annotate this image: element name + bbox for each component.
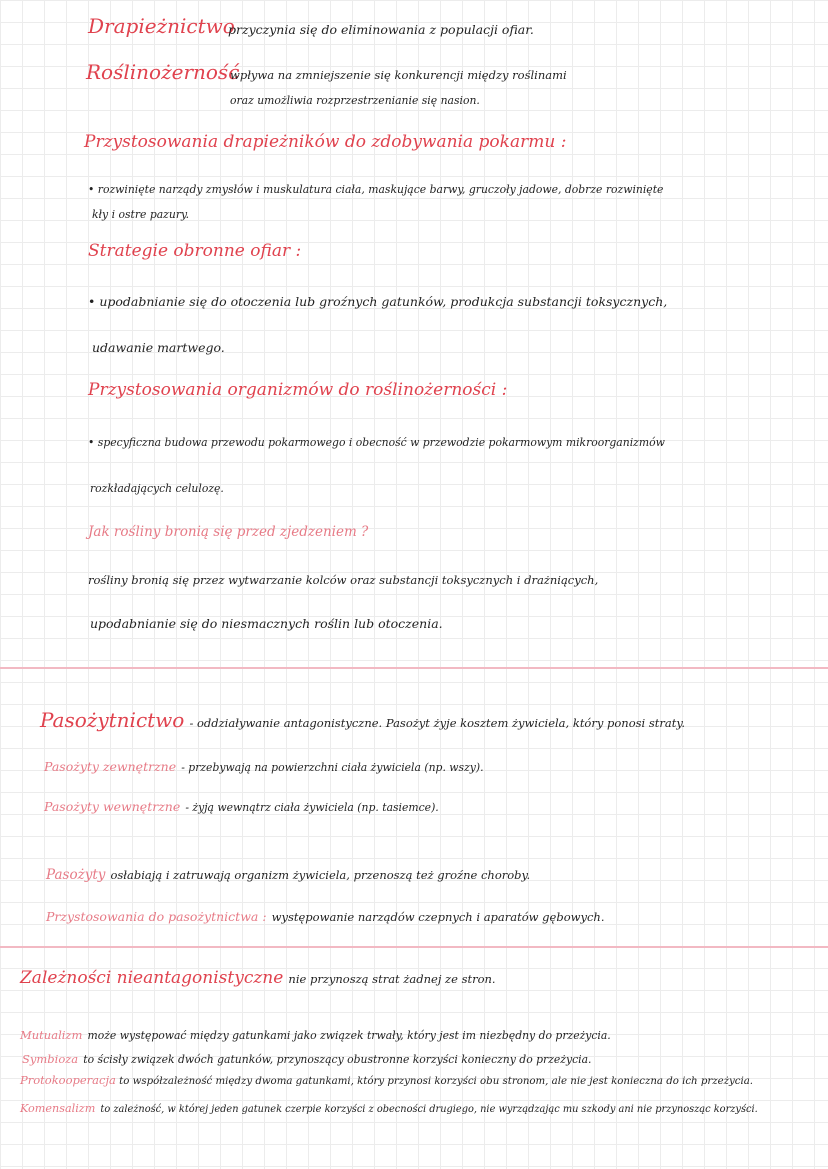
row-protocooperation: [20, 1073, 753, 1087]
term-protocooperation: Protokooperacja: [20, 1073, 116, 1087]
term-commensalism: Komensalizm: [20, 1102, 96, 1115]
term-parasites: Pasożyty: [46, 867, 106, 883]
section-divider-1: [0, 667, 828, 669]
herbivory-text-line1: • specyficzna budowa przewodu pokarmowego i obecność w przewodzie pokarmowym mikroorganizmów: [88, 436, 665, 449]
section-divider-2: [0, 946, 828, 948]
def-internal-parasites: - żyją wewnątrz ciała żywiciela (np. tasiemce).: [185, 801, 439, 814]
def-pasozytnictwo: - oddziaływanie antagonistyczne. Pasożyt żyje kosztem żywiciela, który ponosi straty.: [189, 716, 685, 730]
def-roslinozernosc-line2: oraz umożliwia rozprzestrzenianie się nasion.: [230, 94, 480, 107]
plant-defense-line1: rośliny bronią się przez wytwarzanie kolców oraz substancji toksycznych i drażniących,: [88, 573, 599, 587]
question-plant-defense: Jak rośliny bronią się przed zjedzeniem ?: [88, 524, 369, 540]
term-drapieznictwo: Drapieżnictwo: [88, 14, 235, 38]
plant-defense-line2: upodabnianie się do niesmacznych roślin lub otoczenia.: [90, 616, 443, 631]
row-commensalism: [20, 1097, 758, 1116]
term-nonantagonistic: Zależności nieantagonistyczne: [20, 968, 284, 988]
term-roslinozernosc: Roślinożerność: [86, 60, 240, 84]
row-parasite-effects: [46, 864, 530, 883]
row-parasitism-adaptations: [46, 906, 604, 925]
def-parasite-effects: osłabiają i zatruwają organizm żywiciela, przenoszą też groźne choroby.: [110, 868, 531, 882]
row-pasozytnictwo: [40, 708, 685, 732]
def-drapieznictwo: przyczynia się do eliminowania z populacji ofiar.: [228, 22, 534, 37]
term-parasitism-adaptations: Przystosowania do pasożytnictwa :: [46, 909, 267, 924]
predators-text-line1: • rozwinięte narządy zmysłów i muskulatura ciała, maskujące barwy, gruczoły jadowe, dobrze rozwinięte: [88, 183, 664, 196]
def-nonantagonistic: nie przynoszą strat żadnej ze stron.: [288, 972, 496, 986]
heading-defense-strategies: Strategie obronne ofiar :: [88, 241, 302, 261]
def-parasitism-adaptations: występowanie narządów czepnych i aparatów gębowych.: [271, 910, 605, 924]
term-symbiosis: Symbioza: [22, 1052, 79, 1066]
def-protocooperation: to współzależność między dwoma gatunkami, który przynosi korzyści obu stronom, ale nie jest konieczna do ich przeżycia.: [119, 1076, 754, 1087]
term-mutualism: Mutualizm: [20, 1028, 83, 1042]
def-external-parasites: - przebywają na powierzchni ciała żywiciela (np. wszy).: [181, 761, 484, 774]
herbivory-text-line2: rozkładających celulozę.: [90, 482, 224, 495]
predators-text-line2: kły i ostre pazury.: [92, 208, 190, 221]
defense-text-line1: • upodabnianie się do otoczenia lub groźnych gatunków, produkcja substancji toksycznych,: [88, 294, 668, 309]
row-mutualism: [20, 1024, 611, 1043]
defense-text-line2: udawanie martwego.: [92, 340, 225, 355]
heading-herbivory-adaptations: Przystosowania organizmów do roślinożerności :: [88, 380, 508, 400]
def-symbiosis: to ścisły związek dwóch gatunków, przynoszący obustronne korzyści konieczny do przeżycia.: [83, 1053, 592, 1066]
row-symbiosis: [22, 1048, 591, 1067]
def-roslinozernosc-line1: wpływa na zmniejszenie się konkurencji między roślinami: [230, 68, 567, 82]
def-commensalism: to zależność, w której jeden gatunek czerpie korzyści z obecności drugiego, nie wyrządzając mu szkody ani nie przynosząc korzyści.: [100, 1104, 758, 1115]
row-external-parasites: [44, 756, 484, 775]
heading-adaptations-predators: Przystosowania drapieżników do zdobywania pokarmu :: [84, 132, 567, 152]
row-internal-parasites: [44, 796, 439, 815]
term-pasozytnictwo: Pasożytnictwo: [40, 708, 185, 732]
row-nonantagonistic: [20, 968, 496, 988]
term-internal-parasites: Pasożyty wewnętrzne: [44, 799, 181, 814]
def-mutualism: może występować między gatunkami jako związek trwały, który jest im niezbędny do przeżycia.: [87, 1029, 611, 1042]
term-external-parasites: Pasożyty zewnętrzne: [44, 759, 177, 774]
